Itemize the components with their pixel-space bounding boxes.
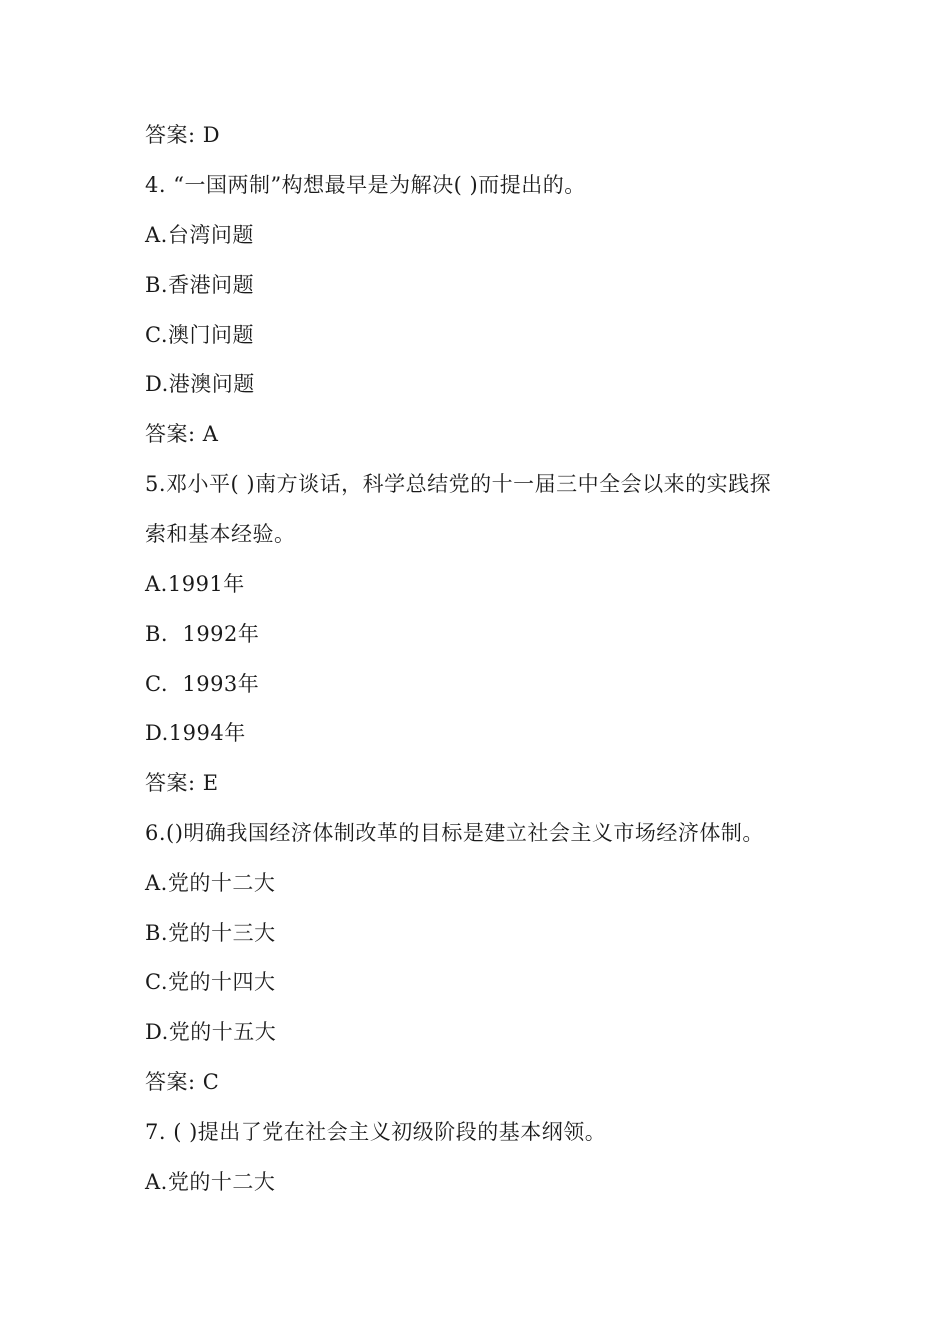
q5-option-a: A.1991年 (145, 572, 245, 596)
answer-3: 答案: D (145, 123, 221, 147)
q6-option-d: D.党的十五大 (145, 1020, 277, 1044)
q7-option-a: A.党的十二大 (145, 1170, 276, 1194)
answer-6: 答案: C (145, 1070, 220, 1094)
question-6: 6.()明确我国经济体制改革的目标是建立社会主义市场经济体制。 (145, 821, 764, 845)
q6-option-a: A.党的十二大 (145, 871, 276, 895)
q6-option-b: B.党的十三大 (145, 921, 276, 945)
q4-option-b: B.香港问题 (145, 273, 255, 297)
question-5-line-2: 索和基本经验。 (145, 522, 296, 546)
q4-option-d: D.港澳问题 (145, 372, 255, 396)
q5-option-c: C. 1993年 (145, 672, 260, 696)
q5-option-d: D.1994年 (145, 721, 246, 745)
q5-option-b: B. 1992年 (145, 622, 260, 646)
q4-option-a: A.台湾问题 (145, 223, 254, 247)
question-7: 7. ( )提出了党在社会主义初级阶段的基本纲领。 (145, 1120, 607, 1144)
q4-option-c: C.澳门问题 (145, 323, 254, 347)
answer-4: 答案: A (145, 422, 219, 446)
answer-5: 答案: E (145, 771, 219, 795)
question-5-line-1: 5.邓小平( )南方谈话，科学总结党的十一届三中全会以来的实践探 (145, 472, 772, 496)
q6-option-c: C.党的十四大 (145, 970, 276, 994)
question-4: 4. “一国两制”构想最早是为解决( )而提出的。 (145, 173, 586, 197)
